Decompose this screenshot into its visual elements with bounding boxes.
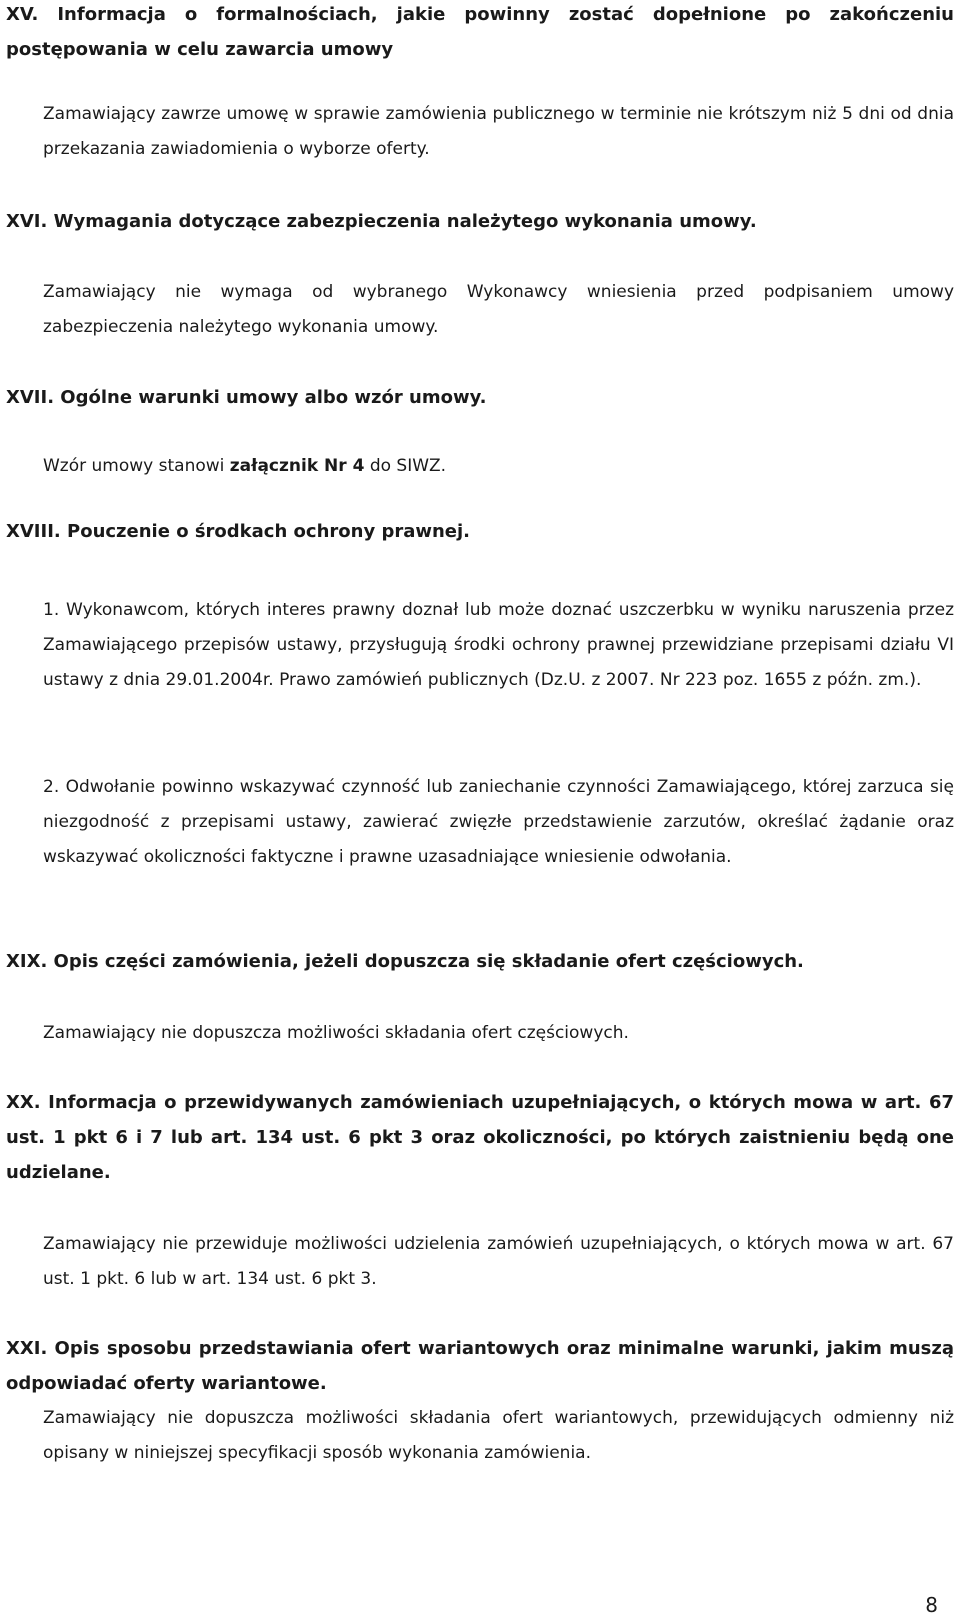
section-text-xvi: Zamawiający nie wymaga od wybranego Wykonawcy wniesienia przed podpisaniem umowy zabezpieczenia należytego wykonania umowy.	[43, 282, 954, 337]
section-heading-xv: XV. Informacja o formalnościach, jakie powinny zostać dopełnione po zakończeniu postępowania w celu zawarcia umowy	[6, 4, 954, 60]
section-text-xx: Zamawiający nie przewiduje możliwości udzielenia zamówień uzupełniających, o których mowa w art. 67 ust. 1 pkt. 6 lub w art. 134 ust. 6 pkt 3.	[43, 1234, 954, 1289]
section-heading-xxi: XXI. Opis sposobu przedstawiania ofert wariantowych oraz minimalne warunki, jakim muszą odpowiadać oferty wariantowe.	[6, 1338, 954, 1394]
section-heading-xvii: XVII. Ogólne warunki umowy albo wzór umowy.	[6, 387, 487, 408]
section-text-xvii	[43, 449, 954, 484]
section-text-xix: Zamawiający nie dopuszcza możliwości składania ofert częściowych.	[43, 1023, 629, 1043]
page-number: 8	[925, 1593, 938, 1617]
section-heading-xviii: XVIII. Pouczenie o środkach ochrony prawnej.	[6, 521, 471, 542]
attachment-reference: załącznik Nr 4	[229, 456, 365, 476]
section-heading-xx: XX. Informacja o przewidywanych zamówieniach uzupełniających, o których mowa w art. 67 ust. 1 pkt 6 i 7 lub art. 134 ust. 6 pkt 3 oraz okoliczności, po których zaistnieniu będą one udzielane.	[6, 1092, 954, 1183]
section-heading-xvi: XVI. Wymagania dotyczące zabezpieczenia należytego wykonania umowy.	[6, 211, 757, 232]
section-heading-xix: XIX. Opis części zamówienia, jeżeli dopuszcza się składanie ofert częściowych.	[6, 951, 804, 972]
section-text-xv: Zamawiający zawrze umowę w sprawie zamówienia publicznego w terminie nie krótszym niż 5 dni od dnia przekazania zawiadomienia o wyborze oferty.	[43, 104, 954, 159]
attachment-text-after: do SIWZ.	[364, 456, 447, 476]
legal-protection-item-1: 1. Wykonawcom, których interes prawny doznał lub może doznać uszczerbku w wyniku naruszenia przez Zamawiającego przepisów ustawy, przysługują środki ochrony prawnej przewidziane przepisami działu VI ustawy z dnia 29.01.2004r. Prawo zamówień publicznych (Dz.U. z 2007. Nr 223 poz. 1655 z późn. zm.).	[43, 600, 954, 690]
legal-protection-item-2: 2. Odwołanie powinno wskazywać czynność lub zaniechanie czynności Zamawiającego, której zarzuca się niezgodność z przepisami ustawy, zawierać zwięzłe przedstawienie zarzutów, określać żądanie oraz wskazywać okoliczności faktyczne i prawne uzasadniające wniesienie odwołania.	[43, 777, 954, 867]
attachment-text-before: Wzór umowy stanowi	[43, 456, 230, 476]
section-text-xxi: Zamawiający nie dopuszcza możliwości składania ofert wariantowych, przewidujących odmienny niż opisany w niniejszej specyfikacji sposób wykonania zamówienia.	[43, 1408, 954, 1463]
